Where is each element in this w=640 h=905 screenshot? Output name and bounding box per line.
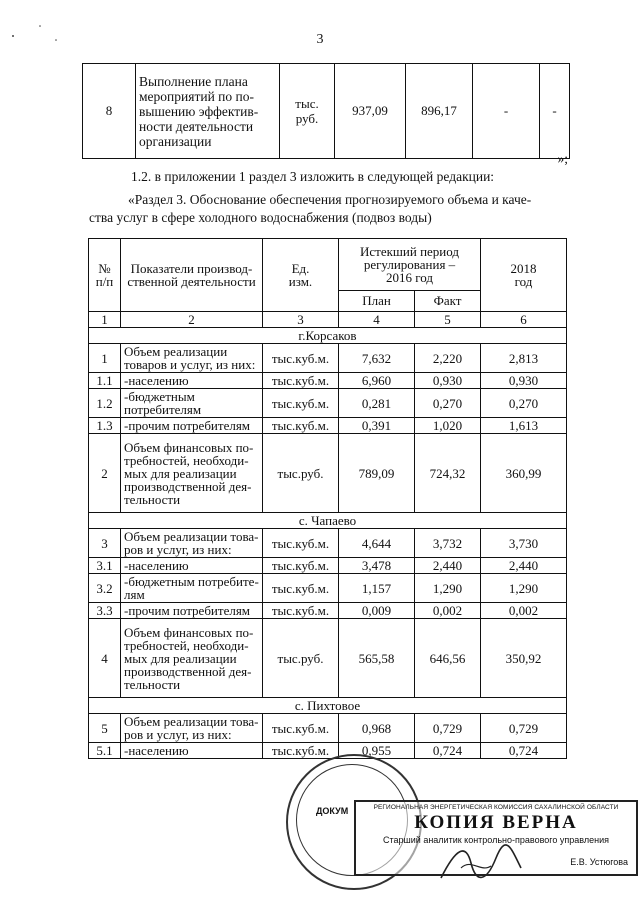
- year-2018-cell: 0,930: [481, 373, 567, 389]
- section-title: с. Чапаево: [89, 513, 567, 529]
- value-cell: 896,17: [406, 64, 473, 159]
- top-table: [82, 63, 570, 159]
- column-numbers: 1 2 3 4 5 6: [89, 312, 567, 328]
- copy-stamp-box: [354, 800, 638, 876]
- fact-cell: 2,440: [415, 558, 481, 574]
- unit-cell: тыс.куб.м.: [263, 558, 339, 574]
- section-header-row: [89, 513, 567, 529]
- indicator-cell: [121, 373, 263, 389]
- table-body: [89, 328, 567, 759]
- year-2018-cell: 0,002: [481, 603, 567, 619]
- year-2018-cell: 3,730: [481, 529, 567, 558]
- row-number: 4: [89, 619, 121, 698]
- text-line: -бюджетным: [124, 389, 195, 404]
- unit-cell: тыс.куб.м.: [263, 344, 339, 373]
- plan-cell: 4,644: [339, 529, 415, 558]
- text-line: требностей, необходи-: [124, 452, 249, 468]
- round-seal-inner: [296, 764, 408, 876]
- value-cell: -: [473, 64, 540, 159]
- section-heading-line2: ства услуг в сфере холодного водоснабжения (подвоз воды): [89, 210, 432, 225]
- plan-cell: 0,009: [339, 603, 415, 619]
- plan-cell: 6,960: [339, 373, 415, 389]
- row-number: 3: [89, 529, 121, 558]
- year-2018-cell: 2,440: [481, 558, 567, 574]
- table-row: [89, 529, 567, 558]
- fact-cell: 0,724: [415, 743, 481, 759]
- year-2018-cell: 350,92: [481, 619, 567, 698]
- indicator-cell: [121, 574, 263, 603]
- table-row: [89, 418, 567, 434]
- header-unit: Ед. изм.: [263, 239, 339, 312]
- unit-cell: тыс.руб.: [263, 434, 339, 513]
- year-2018-cell: 0,729: [481, 714, 567, 743]
- text-line: Объем реализации: [124, 344, 228, 359]
- row-number: 3.1: [89, 558, 121, 574]
- indicator-cell: [121, 558, 263, 574]
- text-line: Объем финансовых по-: [124, 439, 254, 455]
- unit-cell: тыс.куб.м.: [263, 529, 339, 558]
- header-indicator: Показатели производ- ственной деятельности: [121, 239, 263, 312]
- unit-cell: тыс.куб.м.: [263, 714, 339, 743]
- header-num: № п/п: [89, 239, 121, 312]
- header-plan: План: [339, 290, 415, 311]
- section-header-row: [89, 328, 567, 344]
- fact-cell: 646,56: [415, 619, 481, 698]
- text-line: мероприятий по по-: [139, 88, 254, 104]
- text-line: -населению: [124, 743, 189, 758]
- header-fact: Факт: [415, 290, 481, 311]
- text-line: товаров и услуг, из них:: [124, 357, 256, 372]
- row-number: 1.3: [89, 418, 121, 434]
- text-line: мых для реализации: [124, 465, 237, 481]
- section-title: г.Корсаков: [89, 328, 567, 344]
- year-2018-cell: 2,813: [481, 344, 567, 373]
- text-line: производственной дея-: [124, 478, 252, 494]
- table-row: [89, 389, 567, 418]
- text-line: руб.: [295, 111, 319, 126]
- table-row: [89, 434, 567, 513]
- indicator-cell: [121, 743, 263, 759]
- text-line: Объем финансовых по-: [124, 624, 254, 640]
- indicator-cell: [121, 418, 263, 434]
- row-number: 5: [89, 714, 121, 743]
- fact-cell: 3,732: [415, 529, 481, 558]
- text-line: организации: [139, 133, 212, 149]
- stamp-signer-name: Е.В. Устюгова: [570, 857, 628, 867]
- plan-cell: 565,58: [339, 619, 415, 698]
- table-header: [89, 239, 567, 328]
- header-year: 2018 год: [481, 239, 567, 312]
- text-line: Объем реализации това-: [124, 714, 259, 729]
- unit-cell: тыс.куб.м.: [263, 603, 339, 619]
- year-2018-cell: 0,724: [481, 743, 567, 759]
- row-number: 2: [89, 434, 121, 513]
- text-line: -населению: [124, 558, 189, 573]
- plan-cell: 0,391: [339, 418, 415, 434]
- indicator-cell: [136, 64, 280, 159]
- indicator-cell: [121, 603, 263, 619]
- row-number: 1.2: [89, 389, 121, 418]
- text-line: тельности: [124, 491, 181, 507]
- unit-cell: тыс.куб.м.: [263, 389, 339, 418]
- unit-cell: [280, 64, 335, 159]
- year-2018-cell: 0,270: [481, 389, 567, 418]
- text-line: вышению эффектив-: [139, 103, 259, 119]
- round-seal: [286, 754, 422, 890]
- text-line: тельности: [124, 676, 181, 692]
- row-number: 1.1: [89, 373, 121, 389]
- fact-cell: 0,270: [415, 389, 481, 418]
- text-line: лям: [124, 587, 145, 602]
- unit-cell: тыс.куб.м.: [263, 574, 339, 603]
- unit-cell: тыс.куб.м.: [263, 743, 339, 759]
- text-line: ности деятельности: [139, 118, 254, 134]
- fact-cell: 2,220: [415, 344, 481, 373]
- value-cell: 937,09: [335, 64, 406, 159]
- plan-cell: 7,632: [339, 344, 415, 373]
- text-line: ров и услуг, из них:: [124, 727, 232, 742]
- text-line: Выполнение плана: [139, 73, 248, 89]
- plan-cell: 789,09: [339, 434, 415, 513]
- text-line: тыс.: [295, 96, 319, 111]
- table-row: [89, 344, 567, 373]
- indicator-cell: [121, 619, 263, 698]
- text-line: потребителям: [124, 402, 202, 417]
- table-row: [83, 64, 570, 159]
- indicator-cell: [121, 344, 263, 373]
- section-heading-line1: «Раздел 3. Обоснование обеспечения прогнозируемого объема и каче-: [128, 192, 532, 207]
- value-cell: -: [540, 64, 570, 159]
- table-row: [89, 619, 567, 698]
- indicator-cell: [121, 714, 263, 743]
- table-row: [89, 373, 567, 389]
- stamp-organization: РЕГИОНАЛЬНАЯ ЭНЕРГЕТИЧЕСКАЯ КОМИССИЯ САХАЛИНСКОЙ ОБЛАСТИ: [373, 804, 619, 811]
- year-2018-cell: 360,99: [481, 434, 567, 513]
- unit-cell: тыс.руб.: [263, 619, 339, 698]
- fact-cell: 0,729: [415, 714, 481, 743]
- plan-cell: 0,281: [339, 389, 415, 418]
- plan-cell: 0,955: [339, 743, 415, 759]
- indicator-cell: [121, 389, 263, 418]
- page-number: 3: [316, 32, 324, 47]
- row-number: 3.2: [89, 574, 121, 603]
- year-2018-cell: 1,613: [481, 418, 567, 434]
- year-2018-cell: 1,290: [481, 574, 567, 603]
- plan-cell: 0,968: [339, 714, 415, 743]
- text-line: мых для реализации: [124, 650, 237, 666]
- text-line: Объем реализации това-: [124, 529, 259, 544]
- text-line: требностей, необходи-: [124, 637, 249, 653]
- text-line: производственной дея-: [124, 663, 252, 679]
- row-number: 8: [83, 64, 136, 159]
- table-row: [89, 743, 567, 759]
- paragraph-amendment: 1.2. в приложении 1 раздел 3 изложить в следующей редакции:: [131, 169, 495, 184]
- table-row: [89, 558, 567, 574]
- fact-cell: 724,32: [415, 434, 481, 513]
- main-table: [88, 238, 567, 759]
- stamp-title: КОПИЯ ВЕРНА: [414, 812, 578, 833]
- section-title: с. Пихтовое: [89, 698, 567, 714]
- text-line: -прочим потребителям: [124, 603, 251, 618]
- indicator-cell: [121, 529, 263, 558]
- closing-quote: »;: [557, 151, 568, 166]
- text-line: -населению: [124, 373, 189, 388]
- section-header-row: [89, 698, 567, 714]
- table-row: [89, 714, 567, 743]
- text-line: -бюджетным потребите-: [124, 574, 259, 589]
- row-number: 5.1: [89, 743, 121, 759]
- fact-cell: 1,020: [415, 418, 481, 434]
- fact-cell: 0,930: [415, 373, 481, 389]
- row-number: 3.3: [89, 603, 121, 619]
- table-row: [89, 603, 567, 619]
- table-row: [89, 574, 567, 603]
- text-line: -прочим потребителям: [124, 418, 251, 433]
- unit-cell: тыс.куб.м.: [263, 418, 339, 434]
- indicator-cell: [121, 434, 263, 513]
- fact-cell: 1,290: [415, 574, 481, 603]
- plan-cell: 1,157: [339, 574, 415, 603]
- row-number: 1: [89, 344, 121, 373]
- stamp-position: Старший аналитик контрольно-правового управления: [383, 835, 609, 845]
- stamp-doc-label: ДОКУМ: [316, 806, 349, 816]
- certification-stamp: [286, 748, 638, 898]
- fact-cell: 0,002: [415, 603, 481, 619]
- plan-cell: 3,478: [339, 558, 415, 574]
- text-line: ров и услуг, из них:: [124, 542, 232, 557]
- header-period: Истекший период регулирования – 2016 год: [339, 239, 481, 291]
- unit-cell: тыс.куб.м.: [263, 373, 339, 389]
- signature-icon: [436, 838, 526, 888]
